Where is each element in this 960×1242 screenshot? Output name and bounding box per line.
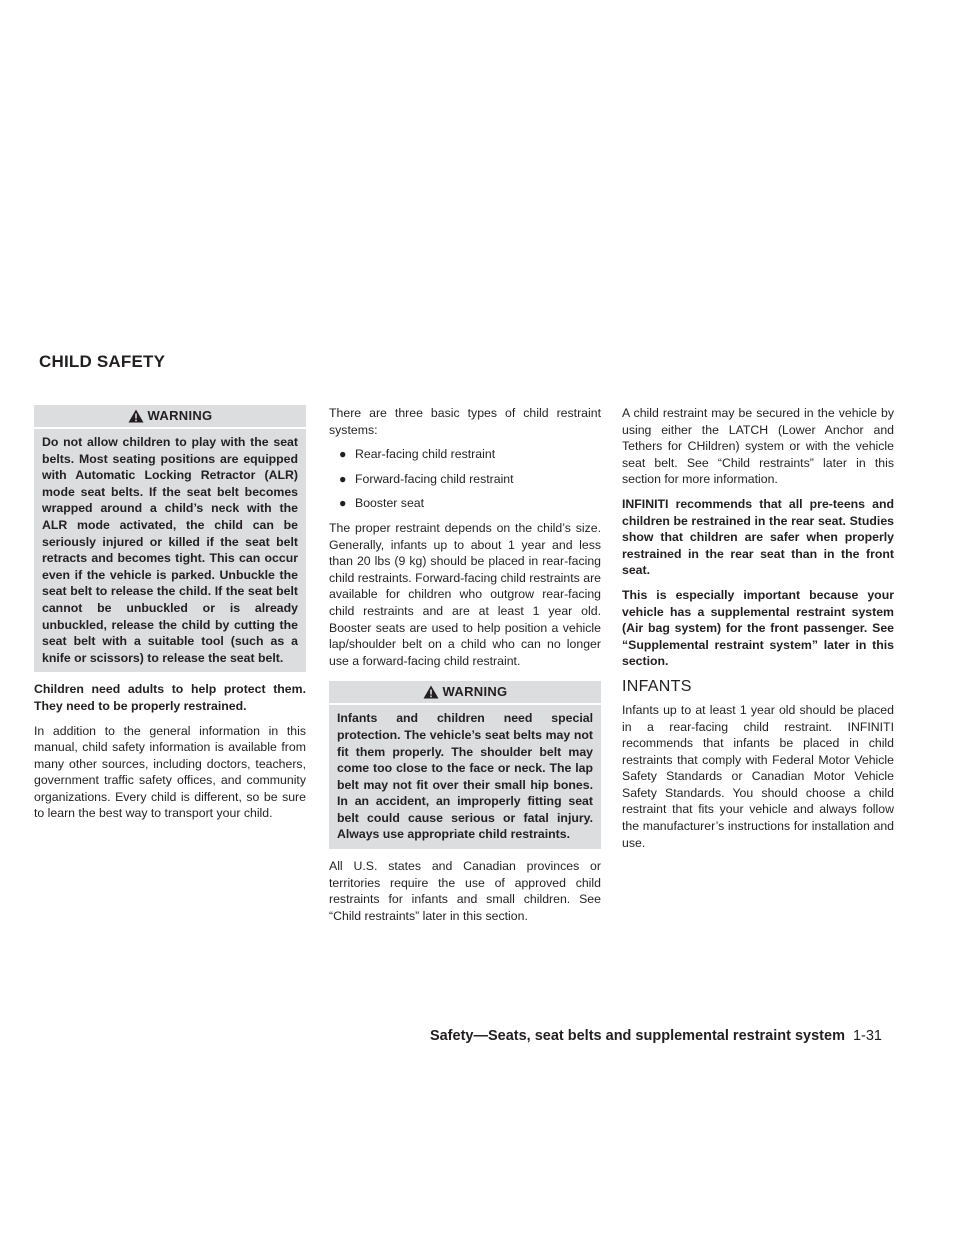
restraint-types-list [329,446,601,512]
page-footer [430,1028,882,1044]
section-title: CHILD SAFETY [39,352,166,371]
warning-box [329,681,601,849]
bold-paragraph: This is especially important because your vehicle has a supplemental restraint system (Air bag system) for the front passenger. See “Supplemental restraint system” later in this section. [622,587,894,669]
column-2 [329,405,601,932]
page-number: 1-31 [852,1028,882,1044]
warning-label: WARNING [147,407,213,423]
warning-triangle-icon [128,409,144,423]
paragraph: Infants up to at least 1 year old should be placed in a rear-facing child restraint. INFINITI recommends that infants be placed in child restraints that comply with Federal Motor Vehicle Safety Standards or Canadian Motor Vehicle Safety Standards. You should choose a child restraint that fits your vehicle and always follow the manufacturer’s instructions for installation and use. [622,702,894,850]
footer-title: Safety—Seats, seat belts and supplemental restraint system [429,1028,845,1044]
warning-text: Do not allow children to play with the seat belts. Most seating positions are equipped with Automatic Locking Retractor (ALR) mode seat belts. If the seat belt becomes wrapped around a child’s neck with the ALR mode activated, the child can be seriously injured or killed if the seat belt retracts and becomes tight. This can occur even if the vehicle is parked. Unbuckle the seat belt to release the child. If the seat belt cannot be unbuckled or is already unbuckled, release the child by cutting the seat belt with a suitable tool (such as a knife or scissors) to release the seat belt. [42,435,298,665]
bullet-icon: ● [339,471,347,486]
column-3 [622,405,894,859]
list-item: ● Rear-facing child restraint [339,447,496,462]
column-1 [34,405,306,830]
paragraph-intro: There are three basic types of child restraint systems: [329,406,601,437]
warning-box [34,405,306,672]
bullet-icon: ● [339,447,347,462]
warning-text: Infants and children need special protection. The vehicle’s seat belts may not fit them properly. The shoulder belt may come too close to the face or neck. The lap belt may not fit over their small hip bones. In an accident, an improperly fitting seat belt could cause serious or fatal injury. Always use appropriate child restraints. [337,711,593,842]
subheading-infants: INFANTS [622,677,692,695]
list-item: ● Forward-facing child restraint [339,471,514,486]
warning-label: WARNING [442,684,508,700]
paragraph: All U.S. states and Canadian provinces or territories require the use of approved child restraints for infants and small children. See “Child restraints” later in this section. [329,859,601,923]
bullet-icon: ● [339,496,347,511]
bold-paragraph: INFINITI recommends that all pre-teens and children be restrained in the rear seat. Studies show that children are safer when properly restrained in the rear seat than in the front seat. [622,496,894,578]
warning-header [329,681,601,705]
warning-header [34,405,306,429]
list-item: ● Booster seat [339,496,425,511]
warning-triangle-icon [423,685,439,699]
bold-paragraph: Children need adults to help protect them. They need to be properly restrained. [34,682,306,713]
paragraph: A child restraint may be secured in the vehicle by using either the LATCH (Lower Anchor and Tethers for CHildren) system or with the vehicle seat belt. See “Child restraints” later in this section for more information. [622,406,894,487]
paragraph: The proper restraint depends on the child’s size. Generally, infants up to about 1 year and less than 20 lbs (9 kg) should be placed in rear-facing child restraints. Forward-facing child restraints are available for children who outgrow rear-facing child restraints and are at least 1 year old. Booster seats are used to help position a vehicle lap/shoulder belt on a child who can no longer use a forward-facing child restraint. [329,520,601,668]
paragraph: In addition to the general information in this manual, child safety information is available from many other sources, including doctors, teachers, government traffic safety offices, and community organizations. Every child is different, so be sure to learn the best way to transport your child. [34,723,306,821]
